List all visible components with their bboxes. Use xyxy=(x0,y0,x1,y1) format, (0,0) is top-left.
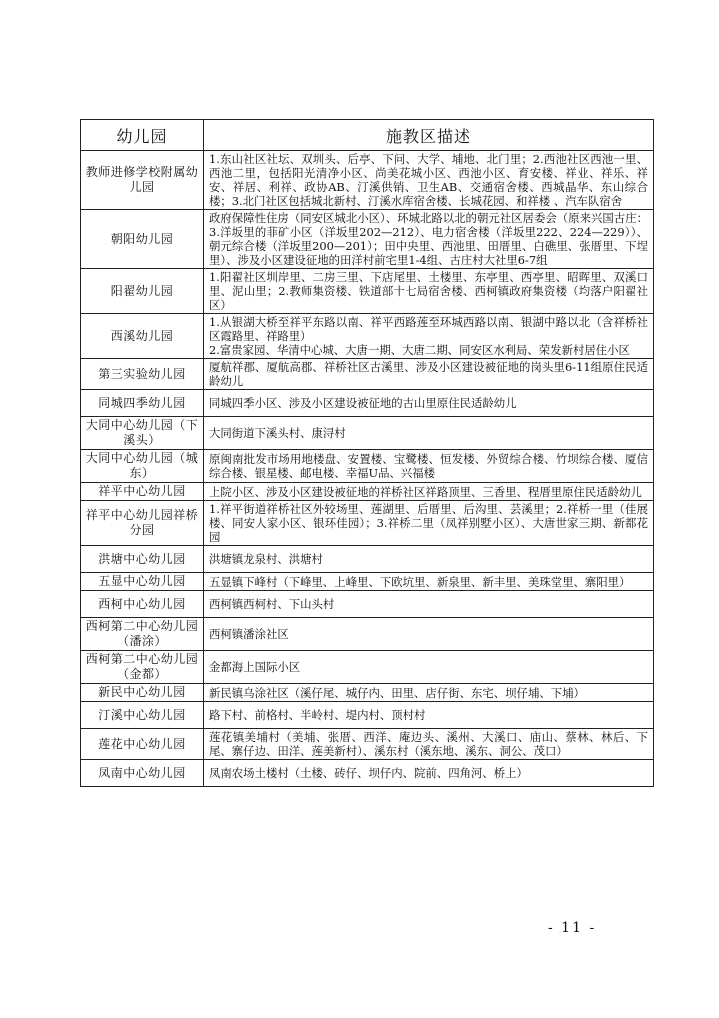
kindergarten-name-cell: 阳翟幼儿园 xyxy=(81,269,204,314)
table-row xyxy=(81,573,654,591)
district-description-cell: 1.从银湖大桥至祥平东路以南、祥平西路莲至环城西路以南、银湖中路以北（含祥桥社区霞路里、祥路里） 2.富贵家园、华清中心城、大唐一期、大唐二期、同安区水利局、荣发新村居住小区 xyxy=(204,314,654,359)
kindergarten-name-cell: 凤南中心幼儿园 xyxy=(81,760,204,787)
kindergarten-name-cell: 西柯第二中心幼儿园（潘涂） xyxy=(81,618,204,651)
kindergarten-name-cell: 西溪幼儿园 xyxy=(81,314,204,359)
kindergarten-name-cell: 大同中心幼儿园（下溪头） xyxy=(81,417,204,450)
table-row xyxy=(81,501,654,546)
table-row xyxy=(81,450,654,483)
district-description-cell: 西柯镇潘涂社区 xyxy=(204,618,654,651)
table-row xyxy=(81,702,654,729)
table-row xyxy=(81,651,654,684)
table-row xyxy=(81,210,654,269)
table-row xyxy=(81,269,654,314)
table-row xyxy=(81,483,654,501)
kindergarten-name-cell: 新民中心幼儿园 xyxy=(81,684,204,702)
district-description-cell: 1.祥平街道祥桥社区外较场里、莲湖里、后厝里、后沟里、芸溪里；2.祥桥一里（佳展楼、同安人家小区、银环佳园）；3.祥桥二里（凤祥别墅小区）、大唐世家三期、新都花园 xyxy=(204,501,654,546)
table-row xyxy=(81,314,654,359)
district-description-cell: 五显镇下峰村（下峰里、上峰里、下欧坑里、新泉里、新丰里、美珠堂里、寨阳里） xyxy=(204,573,654,591)
table-row xyxy=(81,359,654,390)
district-description-cell: 路下村、前格村、半岭村、堤内村、顶村村 xyxy=(204,702,654,729)
table-row xyxy=(81,417,654,450)
table-row xyxy=(81,546,654,573)
column-header-kindergarten: 幼儿园 xyxy=(81,120,204,151)
table-row xyxy=(81,390,654,417)
kindergarten-name-cell: 教师进修学校附属幼儿园 xyxy=(81,151,204,210)
column-header-district-description: 施教区描述 xyxy=(204,120,654,151)
kindergarten-name-cell: 大同中心幼儿园（城东） xyxy=(81,450,204,483)
table-header-row xyxy=(81,120,654,151)
page-number: - 11 - xyxy=(548,920,597,936)
kindergarten-name-cell: 洪塘中心幼儿园 xyxy=(81,546,204,573)
table-row xyxy=(81,684,654,702)
district-description-cell: 原闽南批发市场用地楼盘、安置楼、宝鹭楼、恒发楼、外贸综合楼、竹坝综合楼、厦信综合楼、银星楼、邮电楼、幸福U品、兴福楼 xyxy=(204,450,654,483)
kindergarten-name-cell: 同城四季幼儿园 xyxy=(81,390,204,417)
kindergarten-name-cell: 汀溪中心幼儿园 xyxy=(81,702,204,729)
district-description-cell: 洪塘镇龙泉村、洪塘村 xyxy=(204,546,654,573)
district-description-cell: 金都海上国际小区 xyxy=(204,651,654,684)
district-description-cell: 厦航祥郡、厦航高郡、祥桥社区古溪里、涉及小区建设被征地的岗头里6-11组原住民适龄幼儿 xyxy=(204,359,654,390)
district-description-cell: 莲花镇美埔村（美埔、张厝、西洋、庵边头、溪州、大溪口、庙山、蔡林、林后、下尾、寨仔边、田洋、莲美新村）、溪东村（溪东地、溪东、洞公、茂口） xyxy=(204,729,654,760)
table-row xyxy=(81,729,654,760)
district-description-cell: 上院小区、涉及小区建设被征地的祥桥社区祥路顶里、三香里、程厝里原住民适龄幼儿 xyxy=(204,483,654,501)
table-row xyxy=(81,151,654,210)
kindergarten-name-cell: 西柯第二中心幼儿园（金都） xyxy=(81,651,204,684)
kindergarten-name-cell: 祥平中心幼儿园祥桥分园 xyxy=(81,501,204,546)
table-row xyxy=(81,591,654,618)
kindergarten-name-cell: 第三实验幼儿园 xyxy=(81,359,204,390)
district-description-cell: 1.东山社区社坛、双圳头、后亭、下问、大学、埔地、北门里；2.西池社区西池一里、西池二里，包括阳光清净小区、尚美花城小区、西池小区、育安楼、祥业、祥乐、祥安、祥居、利祥、政协AB、汀溪供销、卫生AB、交通宿舍楼、西城晶华、东山综合楼；3.北门社区包括城北新村、汀溪水库宿舍楼、长城花园、和祥楼 、汽车队宿舍 xyxy=(204,151,654,210)
district-description-cell: 政府保障性住房（同安区城北小区）、环城北路以北的朝元社区居委会（原来兴国古庄：3.洋坂里的菲矿小区（洋坂里202—212）、电力宿舍楼（洋坂里222、224—229））、朝元综合楼（洋坂里200—201）；田中央里、西池里、田厝里、白礁里、张厝里、下埕里）、涉及小区建设征地的田洋村前宅里1-4组、古庄村大社里6-7组 xyxy=(204,210,654,269)
district-description-cell: 同城四季小区、涉及小区建设被征地的古山里原住民适龄幼儿 xyxy=(204,390,654,417)
kindergarten-name-cell: 西柯中心幼儿园 xyxy=(81,591,204,618)
district-description-cell: 1.阳翟社区圳岸里、二房三里、下店尾里、土楼里、东亭里、西亭里、昭晖里、双溪口里、泥山里；2.教师集资楼、铁道部十七局宿舍楼、西柯镇政府集资楼（均落户阳翟社区） xyxy=(204,269,654,314)
kindergarten-name-cell: 朝阳幼儿园 xyxy=(81,210,204,269)
table-row xyxy=(81,760,654,787)
district-description-cell: 西柯镇西柯村、下山头村 xyxy=(204,591,654,618)
kindergarten-name-cell: 莲花中心幼儿园 xyxy=(81,729,204,760)
table-row xyxy=(81,618,654,651)
district-description-cell: 凤南农场土楼村（土楼、砖仔、坝仔内、院前、四角河、桥上） xyxy=(204,760,654,787)
kindergarten-name-cell: 祥平中心幼儿园 xyxy=(81,483,204,501)
district-description-cell: 大同街道下溪头村、康浔村 xyxy=(204,417,654,450)
district-description-cell: 新民镇乌涂社区（溪仔尾、城仔内、田里、店仔街、东宅、坝仔埔、下埔） xyxy=(204,684,654,702)
kindergarten-name-cell: 五显中心幼儿园 xyxy=(81,573,204,591)
kindergarten-district-table xyxy=(80,119,654,787)
